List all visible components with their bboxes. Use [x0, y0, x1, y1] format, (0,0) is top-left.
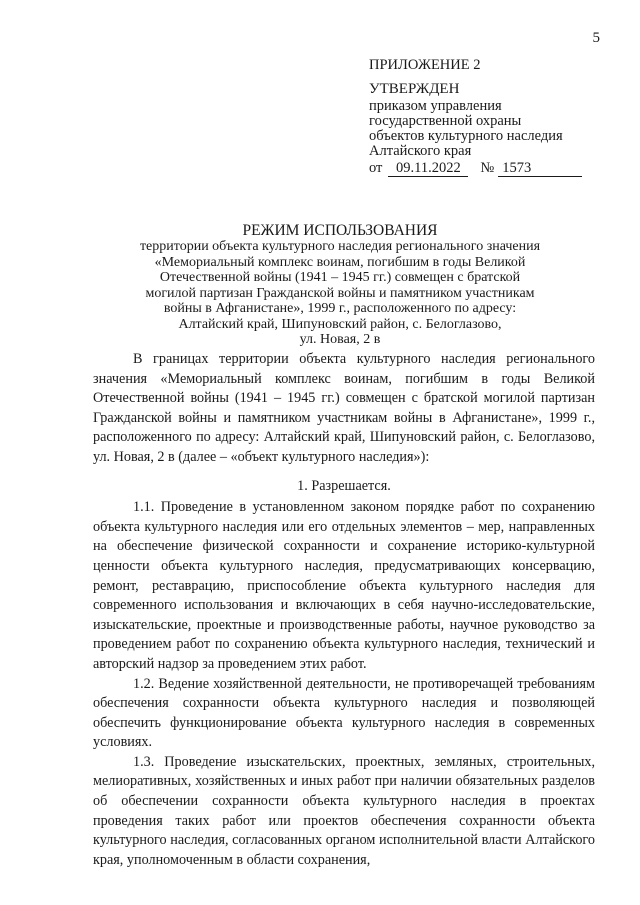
- clause-1-3: 1.3. Проведение изыскательских, проектных, земляных, строительных, мелиоративных, хозяйственных и иных работ при наличии обязательных разделов об обеспечении сохранности объекта культурного наследия в проектах проведения таких работ или проектов обеспечения сохранности объекта культурного наследия, согласованных органом исполнительной власти Алтайского края, уполномоченным в области сохранения,: [93, 753, 595, 868]
- intro-paragraph: В границах территории объекта культурного наследия регионального значения «Мемориальный комплекс воинам, погибшим в годы Великой Отечественной войны (1941 – 1945 гг.) совмещен с братской могилой партизан Гражданской войны и памятником участникам войны в Афганистане», 1999 г., расположенного по адресу: Алтайский край, Шипуновский район, с. Белоглазово, ул. Новая, 2 в (далее – «объект культурного наследия»):: [93, 351, 595, 465]
- approval-line: Алтайского края: [369, 143, 472, 159]
- clause-1-1: 1.1. Проведение в установленном законом порядке работ по сохранению объекта культурного наследия или его отдельных элементов – мер, направленных на обеспечение физической сохранности и сохранение историко-культурной ценности объекта культурного наследия, предусматривающих консервацию, ремонт, реставрацию, приспособление объекта культурного наследия для современного использования и включающих в себя научно-исследовательские, изыскательские, проектные и производственные работы, научное руководство за проведением работ по сохранению объекта культурного наследия, технический и авторский надзор за проведением этих работ.: [93, 499, 595, 672]
- title-line: Алтайский край, Шипуновский район, с. Белоглазово,: [178, 316, 502, 332]
- appendix-label: ПРИЛОЖЕНИЕ 2: [369, 57, 481, 73]
- document-title: РЕЖИМ ИСПОЛЬЗОВАНИЯ: [242, 222, 438, 239]
- title-line: могилой партизан Гражданской войны и памятником участникам: [145, 285, 535, 301]
- number-label: №: [480, 160, 495, 176]
- title-line: территории объекта культурного наследия регионального значения: [139, 239, 541, 254]
- approval-line: объектов культурного наследия: [369, 128, 563, 144]
- approved-label: УТВЕРЖДЕН: [369, 81, 460, 97]
- order-date-number-row: [369, 161, 619, 177]
- approval-line: приказом управления: [369, 98, 502, 114]
- page-number: 5: [592, 30, 600, 46]
- title-line: «Мемориальный комплекс воинам, погибшим в годы Великой: [154, 254, 526, 270]
- approval-line: государственной охраны: [369, 113, 522, 129]
- title-line: войны в Афганистане», 1999 г., расположенного по адресу:: [163, 301, 517, 316]
- order-date: 09.11.2022: [388, 161, 468, 177]
- document-body: [93, 350, 595, 870]
- section-heading-permitted: 1. Разрешается.: [297, 477, 391, 494]
- clause-1-2: 1.2. Ведение хозяйственной деятельности, не противоречащей требованиям обеспечения сохранности объекта культурного наследия и позволяющей обеспечить функционирование объекта культурного наследия в современных условиях.: [93, 675, 595, 751]
- title-line: ул. Новая, 2 в: [299, 332, 381, 347]
- from-label: от: [369, 160, 383, 176]
- order-number: 1573: [498, 161, 582, 177]
- document-title-block: [100, 223, 580, 348]
- approval-stamp-block: [369, 58, 619, 177]
- title-line: Отечественной войны (1941 – 1945 гг.) совмещен с братской: [159, 270, 521, 285]
